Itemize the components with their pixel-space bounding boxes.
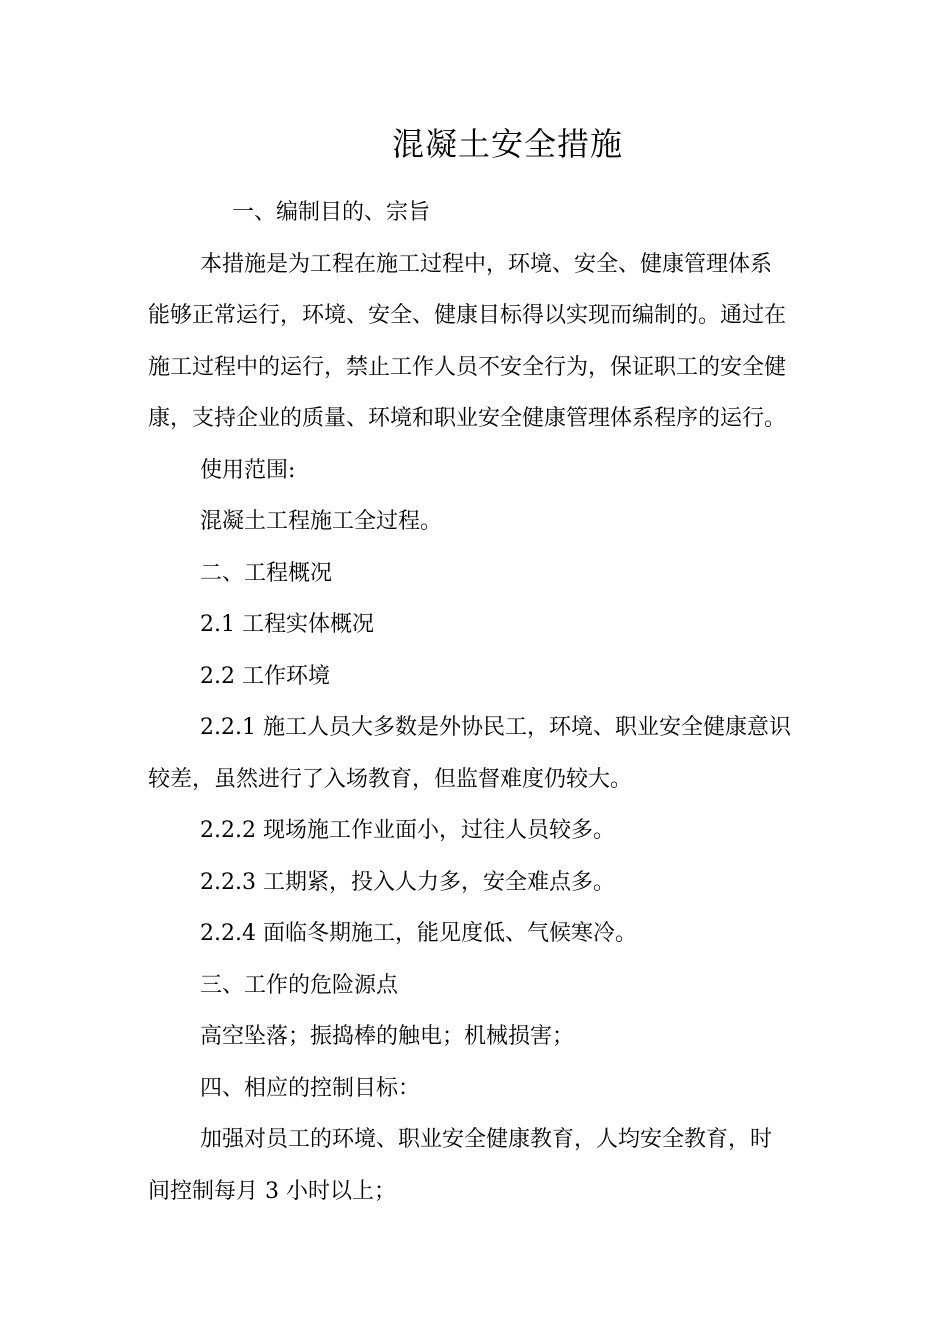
paragraph-line: 2.2.4 面临冬期施工，能见度低、气候寒冷。 (200, 921, 637, 946)
subsection-heading: 2.2 工作环境 (200, 663, 330, 689)
paragraph-line: 加强对员工的环境、职业安全健康教育，人均安全教育，时 (200, 1127, 773, 1152)
paragraph-line: 较差，虽然进行了入场教育，但监督难度仍较大。 (148, 766, 633, 792)
paragraph-line: 能够正常运行，环境、安全、健康目标得以实现而编制的。通过在 (148, 303, 787, 328)
paragraph-line: 2.2.3 工期紧，投入人力多，安全难点多。 (200, 869, 615, 895)
document-title: 混凝土安全措施 (391, 125, 623, 163)
paragraph-line: 本措施是为工程在施工过程中，环境、安全、健康管理体系 (200, 251, 773, 277)
paragraph-line: 高空坠落；振捣棒的触电；机械损害； (200, 1024, 575, 1049)
document-body (148, 187, 808, 1217)
paragraph-line: 施工过程中的运行，禁止工作人员不安全行为，保证职工的安全健 (148, 354, 787, 380)
paragraph-line: 2.2.1 施工人员大多数是外协民工，环境、职业安全健康意识 (200, 715, 791, 740)
section-heading-3: 三、工作的危险源点 (200, 972, 399, 998)
paragraph-line: 间控制每月 3 小时以上； (148, 1178, 396, 1204)
paragraph-line: 康，支持企业的质量、环境和职业安全健康管理体系程序的运行。 (148, 406, 787, 431)
section-heading-2: 二、工程概况 (200, 560, 333, 586)
paragraph-line: 2.2.2 现场施工作业面小，过往人员较多。 (200, 818, 615, 843)
section-heading-4: 四、相应的控制目标： (200, 1075, 421, 1101)
subsection-heading: 2.1 工程实体概况 (200, 612, 374, 637)
section-heading-1: 一、编制目的、宗旨 (232, 200, 431, 225)
paragraph-line: 混凝土工程施工全过程。 (200, 509, 443, 534)
paragraph-line: 使用范围: (200, 457, 296, 483)
